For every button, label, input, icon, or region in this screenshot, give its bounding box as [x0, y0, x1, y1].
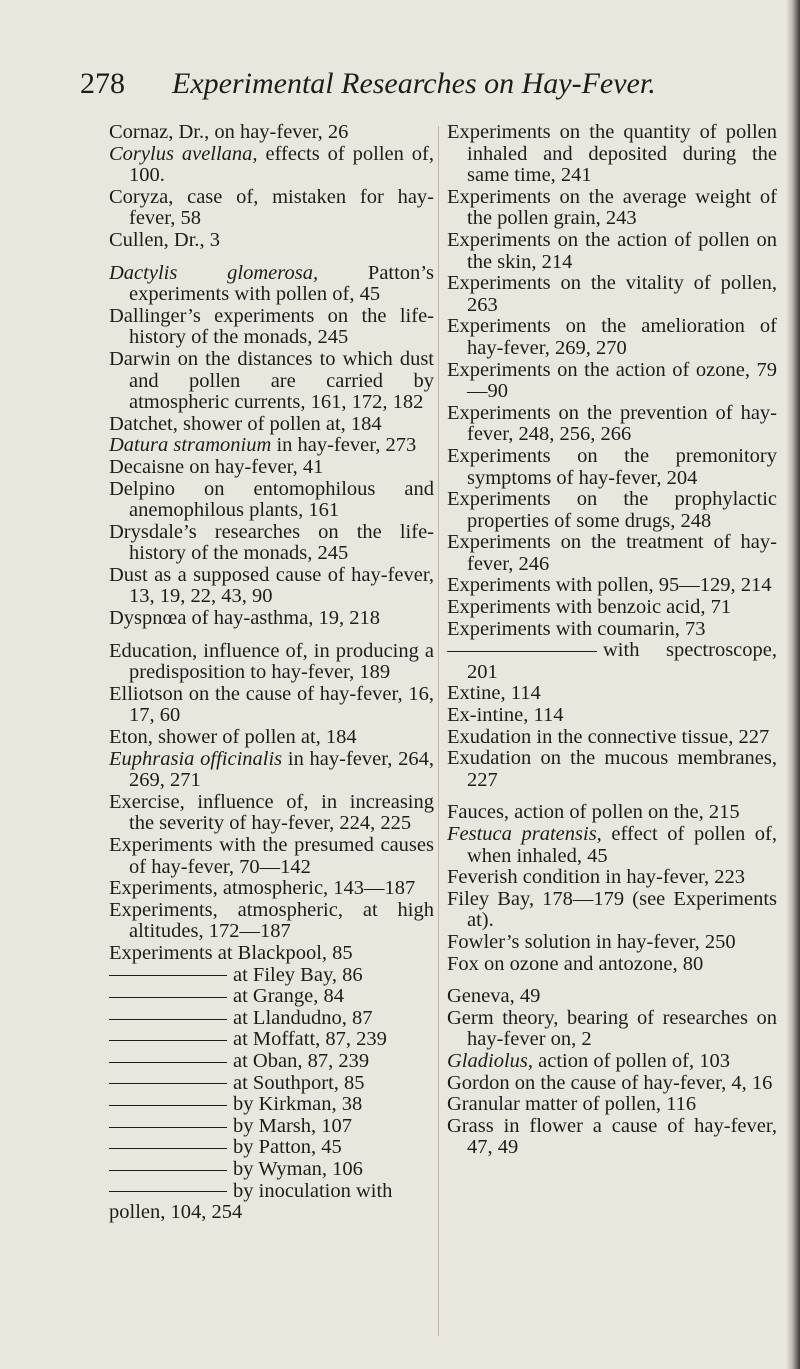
ditto-rule [109, 1083, 227, 1084]
entry-text: by Kirkman, 38 [233, 1093, 363, 1116]
index-entry [447, 1008, 777, 1051]
index-entry [109, 565, 434, 608]
entry-text: Experiments on the quantity of pollen inhaled and deposited during the same time, 241 [447, 121, 777, 187]
entry-text: Experiments, atmospheric, at high altitudes, 172—187 [109, 898, 434, 943]
entry-text: Exercise, influence of, in increasing the severity of hay-fever, 224, 225 [109, 790, 434, 835]
entry-text: Germ theory, bearing of researches on hay-fever on, 2 [447, 1006, 777, 1051]
entry-text: Decaisne on hay-fever, 41 [109, 455, 324, 478]
entry-text: in hay-fever, 273 [271, 434, 417, 457]
ditto-rule [447, 651, 597, 652]
entry-text: Experiments with coumarin, 73 [447, 617, 706, 640]
index-entry [109, 306, 434, 349]
index-entry [447, 986, 777, 1008]
entry-italic-term: Euphrasia officinalis [109, 747, 283, 770]
entry-text: Education, influence of, in producing a predisposition to hay-fever, 189 [109, 639, 434, 684]
entry-text: Filey Bay, 178—179 (see Experiments at). [447, 887, 777, 932]
entry-text: Dust as a supposed cause of hay-fever, 13, 19, 22, 43, 90 [109, 563, 434, 608]
entry-text: by Wyman, 106 [233, 1157, 363, 1180]
entry-text: Delpino on entomophilous and anemophilous plants, 161 [109, 477, 434, 522]
index-entry [109, 965, 434, 987]
index-entry [109, 684, 434, 727]
index-entry [109, 122, 434, 144]
index-entry [447, 597, 777, 619]
entry-text: Experiments on the average weight of the pollen grain, 243 [447, 185, 777, 230]
index-entry [109, 457, 434, 479]
index-entry [109, 1073, 434, 1095]
index-entry [447, 1116, 777, 1159]
ditto-rule [109, 1040, 227, 1041]
index-entry [447, 748, 777, 791]
entry-text: effect of pollen of, when inhaled, 45 [467, 823, 777, 867]
index-entry [447, 575, 777, 597]
ditto-rule [109, 1127, 227, 1128]
entry-text: Cornaz, Dr., on hay-fever, 26 [109, 121, 349, 143]
index-entry [109, 727, 434, 749]
entry-italic-term: Gladiolus, [447, 1049, 533, 1072]
entry-text: Geneva, 49 [447, 985, 541, 1008]
index-entry [109, 1094, 434, 1116]
index-entry [447, 489, 777, 532]
index-entry [109, 1116, 434, 1138]
entry-text: Patton’s experiments with pollen of, 45 [129, 261, 434, 306]
index-entry [109, 641, 434, 684]
entry-text: Feverish condition in hay-fever, 223 [447, 866, 746, 889]
entry-text: Granular matter of pollen, 116 [447, 1093, 697, 1116]
index-entry [447, 273, 777, 316]
entry-text: Experiments on the prevention of hay-fever, 248, 256, 266 [447, 401, 777, 446]
index-entry [447, 932, 777, 954]
index-entry [447, 954, 777, 976]
index-entry [447, 316, 777, 359]
index-entry [109, 608, 434, 630]
index-entry [109, 187, 434, 230]
index-entry [109, 522, 434, 565]
index-entry [447, 1094, 777, 1116]
entry-text: at Grange, 84 [233, 985, 344, 1008]
column-divider [438, 126, 439, 1336]
index-entry [447, 889, 777, 932]
page-number: 278 [80, 67, 125, 100]
index-entry [447, 230, 777, 273]
entry-italic-term: Corylus avellana, [109, 142, 258, 165]
entry-text: Darwin on the distances to which dust and pollen are carried by atmospheric currents, 161, 172, 182 [109, 347, 434, 414]
entry-text: Eton, shower of pollen at, 184 [109, 726, 357, 749]
index-entry [447, 1051, 777, 1073]
entry-text: Experiments with the presumed causes of hay-fever, 70—142 [109, 834, 434, 878]
entry-text: Experiments on the prophylactic properties of some drugs, 248 [447, 488, 777, 532]
ditto-rule [109, 1062, 227, 1063]
index-entry [109, 943, 434, 965]
entry-text: Experiments with benzoic acid, 71 [447, 596, 732, 619]
entry-text: Experiments on the premonitory symptoms of hay-fever, 204 [447, 444, 777, 489]
entry-text: Experiments on the amelioration of hay-fever, 269, 270 [447, 315, 777, 359]
entry-text: Elliotson on the cause of hay-fever, 16, 17, 60 [109, 682, 434, 727]
entry-text: Exudation in the connective tissue, 227 [447, 725, 770, 748]
index-entry [447, 403, 777, 446]
index-entry [109, 1051, 434, 1073]
entry-text: Exudation on the mucous membranes, 227 [447, 747, 777, 791]
index-entry [109, 144, 434, 187]
entry-text: Ex-intine, 114 [447, 704, 564, 727]
running-title: Experimental Researches on Hay-Fever. [172, 67, 656, 100]
entry-text: by Marsh, 107 [233, 1114, 353, 1137]
index-entry [109, 414, 434, 436]
entry-text: Cullen, Dr., 3 [109, 228, 221, 251]
index-entry [447, 802, 777, 824]
entry-text: pollen, 104, 254 [109, 1201, 243, 1224]
index-entry [447, 360, 777, 403]
entry-text: by Patton, 45 [233, 1136, 342, 1159]
index-entry [109, 1159, 434, 1181]
entry-text: at Llandudno, 87 [233, 1006, 373, 1029]
index-column-left [109, 122, 434, 1224]
index-entry [109, 1202, 434, 1224]
entry-text: Experiments, atmospheric, 143—187 [109, 877, 416, 900]
index-entry [109, 835, 434, 878]
entry-text: Grass in flower a cause of hay-fever, 47, 49 [447, 1114, 777, 1159]
entry-text: effects of pollen of, 100. [129, 142, 434, 187]
index-entry [109, 263, 434, 306]
entry-text: at Southport, 85 [233, 1071, 365, 1094]
index-entry [109, 878, 434, 900]
index-entry [447, 1073, 777, 1095]
ditto-rule [109, 1148, 227, 1149]
index-column-right [447, 122, 777, 1159]
ditto-rule [109, 975, 227, 976]
index-entry [109, 1029, 434, 1051]
entry-italic-term: Datura stramonium [109, 434, 272, 457]
ditto-rule [109, 1105, 227, 1106]
index-entry [109, 1008, 434, 1030]
page-header [80, 64, 720, 104]
entry-text: Experiments on the action of pollen on the skin, 214 [447, 228, 777, 273]
index-entry [109, 1181, 434, 1203]
entry-italic-term: Festuca pratensis, [447, 823, 602, 845]
index-entry [447, 640, 777, 683]
entry-text: with spectroscope, 201 [467, 639, 777, 683]
entry-text: Coryza, case of, mistaken for hay-fever, 58 [109, 185, 434, 230]
index-entry [447, 824, 777, 867]
entry-text: at Oban, 87, 239 [233, 1049, 370, 1072]
index-entry [447, 867, 777, 889]
index-entry [109, 986, 434, 1008]
ditto-rule [109, 1019, 227, 1020]
entry-italic-term: Dactylis glomerosa, [109, 261, 319, 284]
index-entry [447, 727, 777, 749]
index-entry [447, 187, 777, 230]
entry-text: in hay-fever, 264, 269, 271 [129, 747, 434, 792]
entry-text: action of pollen of, 103 [533, 1049, 730, 1072]
ditto-rule [109, 1191, 227, 1192]
entry-text: Fowler’s solution in hay-fever, 250 [447, 930, 736, 953]
index-entry [109, 749, 434, 792]
entry-text: Dyspnœa of hay-asthma, 19, 218 [109, 607, 381, 630]
index-entry [109, 349, 434, 414]
entry-text: by inoculation with [233, 1179, 393, 1202]
ditto-rule [109, 997, 227, 998]
entry-text: Dallinger’s experiments on the life-history of the monads, 245 [109, 304, 434, 349]
entry-text: Gordon on the cause of hay-fever, 4, 16 [447, 1071, 773, 1094]
ditto-rule [109, 1170, 227, 1171]
entry-text: Fauces, action of pollen on the, 215 [447, 801, 740, 824]
index-entry [447, 122, 777, 187]
entry-text: Experiments on the vitality of pollen, 263 [447, 272, 777, 316]
entry-text: Experiments with pollen, 95—129, 214 [447, 574, 772, 597]
entry-text: Experiments on the action of ozone, 79—90 [447, 358, 777, 403]
entry-text: Experiments on the treatment of hay-fever, 246 [447, 531, 777, 575]
entry-text: Drysdale’s researches on the life-history of the monads, 245 [109, 520, 434, 565]
index-entry [447, 705, 777, 727]
page-edge-shadow [786, 0, 800, 1369]
index-entry [109, 1137, 434, 1159]
index-entry [109, 230, 434, 252]
index-entry [109, 900, 434, 943]
index-entry [447, 683, 777, 705]
index-entry [447, 446, 777, 489]
entry-text: Fox on ozone and antozone, 80 [447, 952, 704, 975]
entry-text: Extine, 114 [447, 682, 541, 705]
index-entry [447, 619, 777, 641]
entry-text: Datchet, shower of pollen at, 184 [109, 412, 382, 435]
entry-text: at Moffatt, 87, 239 [233, 1028, 387, 1051]
index-entry [109, 435, 434, 457]
index-entry [447, 532, 777, 575]
entry-text: Experiments at Blackpool, 85 [109, 941, 353, 964]
index-entry [109, 792, 434, 835]
index-entry [109, 479, 434, 522]
entry-text: at Filey Bay, 86 [233, 963, 363, 986]
